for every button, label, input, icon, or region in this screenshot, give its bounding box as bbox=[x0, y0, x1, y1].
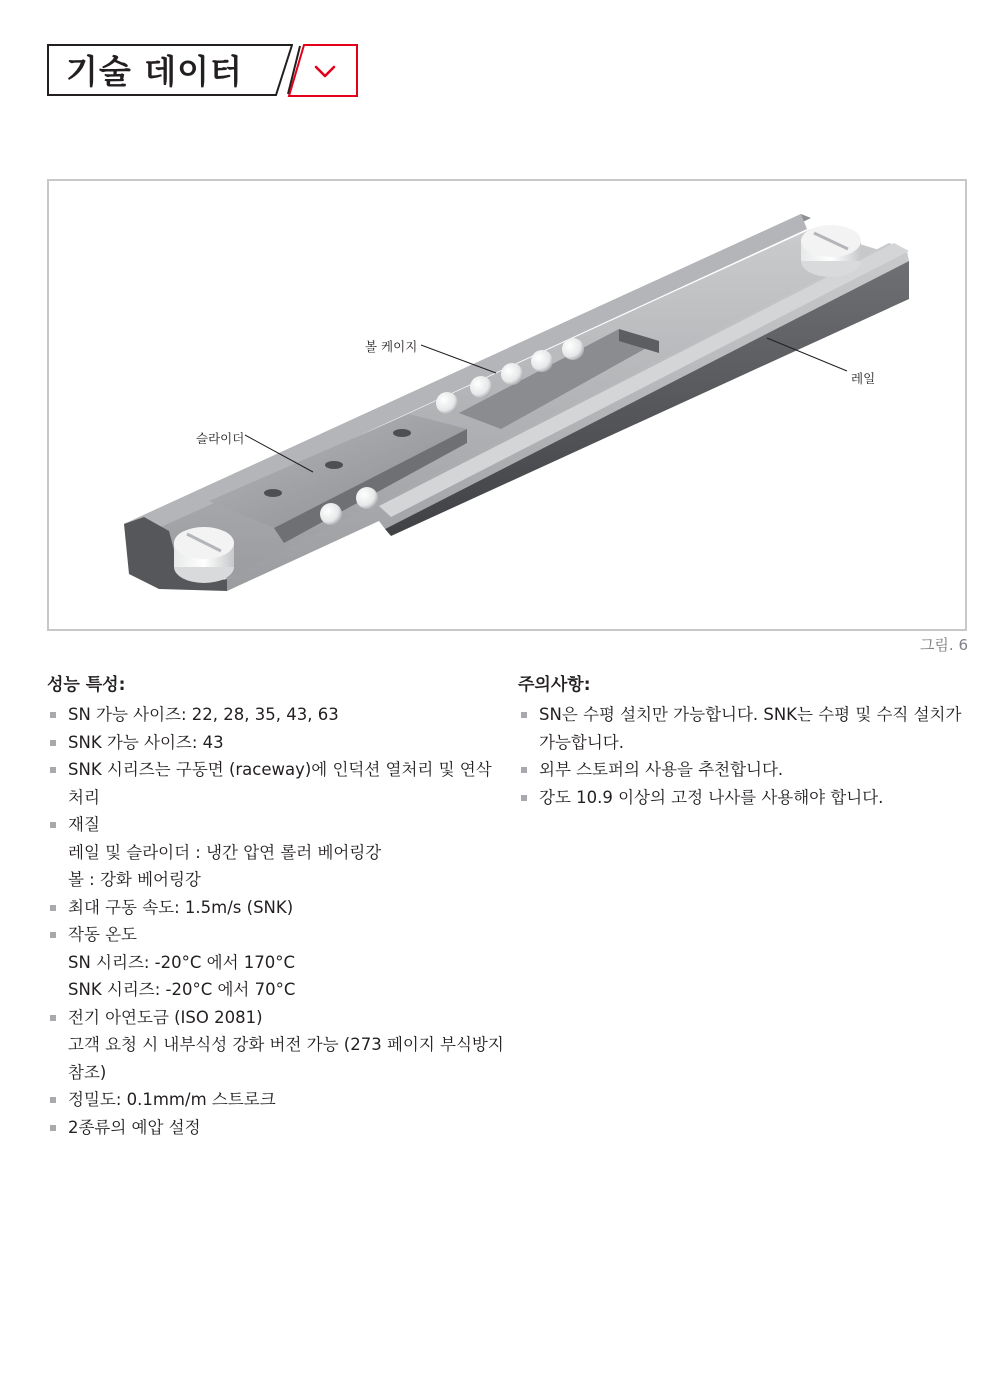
list-item: 강도 10.9 이상의 고정 나사를 사용해야 합니다. bbox=[518, 784, 968, 812]
performance-list bbox=[47, 701, 507, 1141]
ball-cage-label: 볼 케이지 bbox=[365, 339, 418, 354]
performance-heading: 성능 특성: bbox=[47, 675, 126, 695]
list-item: SNK 가능 사이즈: 43 bbox=[47, 729, 507, 757]
list-item: SN은 수평 설치만 가능합니다. SNK는 수평 및 수직 설치가 가능합니다. bbox=[518, 701, 968, 756]
product-figure bbox=[47, 179, 967, 631]
notes-list bbox=[518, 701, 968, 811]
list-item: 최대 구동 속도: 1.5m/s (SNK) bbox=[47, 894, 507, 922]
list-item: 외부 스토퍼의 사용을 추천합니다. bbox=[518, 756, 968, 784]
slider-label: 슬라이더 bbox=[196, 431, 245, 446]
figure-caption: 그림. 6 bbox=[919, 636, 968, 654]
list-subline: SN 시리즈: -20°C 에서 170°C bbox=[68, 952, 296, 972]
list-subline: 볼 : 강화 베어링강 bbox=[68, 870, 201, 889]
list-subline: 고객 요청 시 내부식성 강화 버전 가능 (273 페이지 부식방지 참조) bbox=[68, 1035, 504, 1082]
list-item: SNK 시리즈는 구동면 (raceway)에 인덕션 열처리 및 연삭 처리 bbox=[47, 756, 507, 811]
list-item: 재질 레일 및 슬라이더 : 냉간 압연 롤러 베어링강 볼 : 강화 베어링강 bbox=[47, 811, 507, 894]
list-subline: 레일 및 슬라이더 : 냉간 압연 롤러 베어링강 bbox=[68, 842, 382, 862]
section-toggle-button[interactable] bbox=[286, 44, 358, 97]
notes-section bbox=[518, 672, 968, 811]
list-item: 작동 온도 SN 시리즈: -20°C 에서 170°C SNK 시리즈: -20°C 에서 70°C bbox=[47, 921, 507, 1004]
rail-label: 레일 bbox=[851, 371, 876, 386]
notes-heading: 주의사항: bbox=[518, 675, 591, 695]
list-item: 정밀도: 0.1mm/m 스트로크 bbox=[47, 1086, 507, 1114]
performance-section bbox=[47, 672, 507, 1141]
list-item: SN 가능 사이즈: 22, 28, 35, 43, 63 bbox=[47, 701, 507, 729]
linear-rail-illustration bbox=[49, 181, 965, 629]
list-item: 2종류의 예압 설정 bbox=[47, 1114, 507, 1142]
list-subline: SNK 시리즈: -20°C 에서 70°C bbox=[68, 980, 296, 999]
list-item: 전기 아연도금 (ISO 2081) 고객 요청 시 내부식성 강화 버전 가능 (273 페이지 부식방지 참조) bbox=[47, 1004, 507, 1087]
page-title: 기술 데이터 bbox=[66, 52, 243, 91]
